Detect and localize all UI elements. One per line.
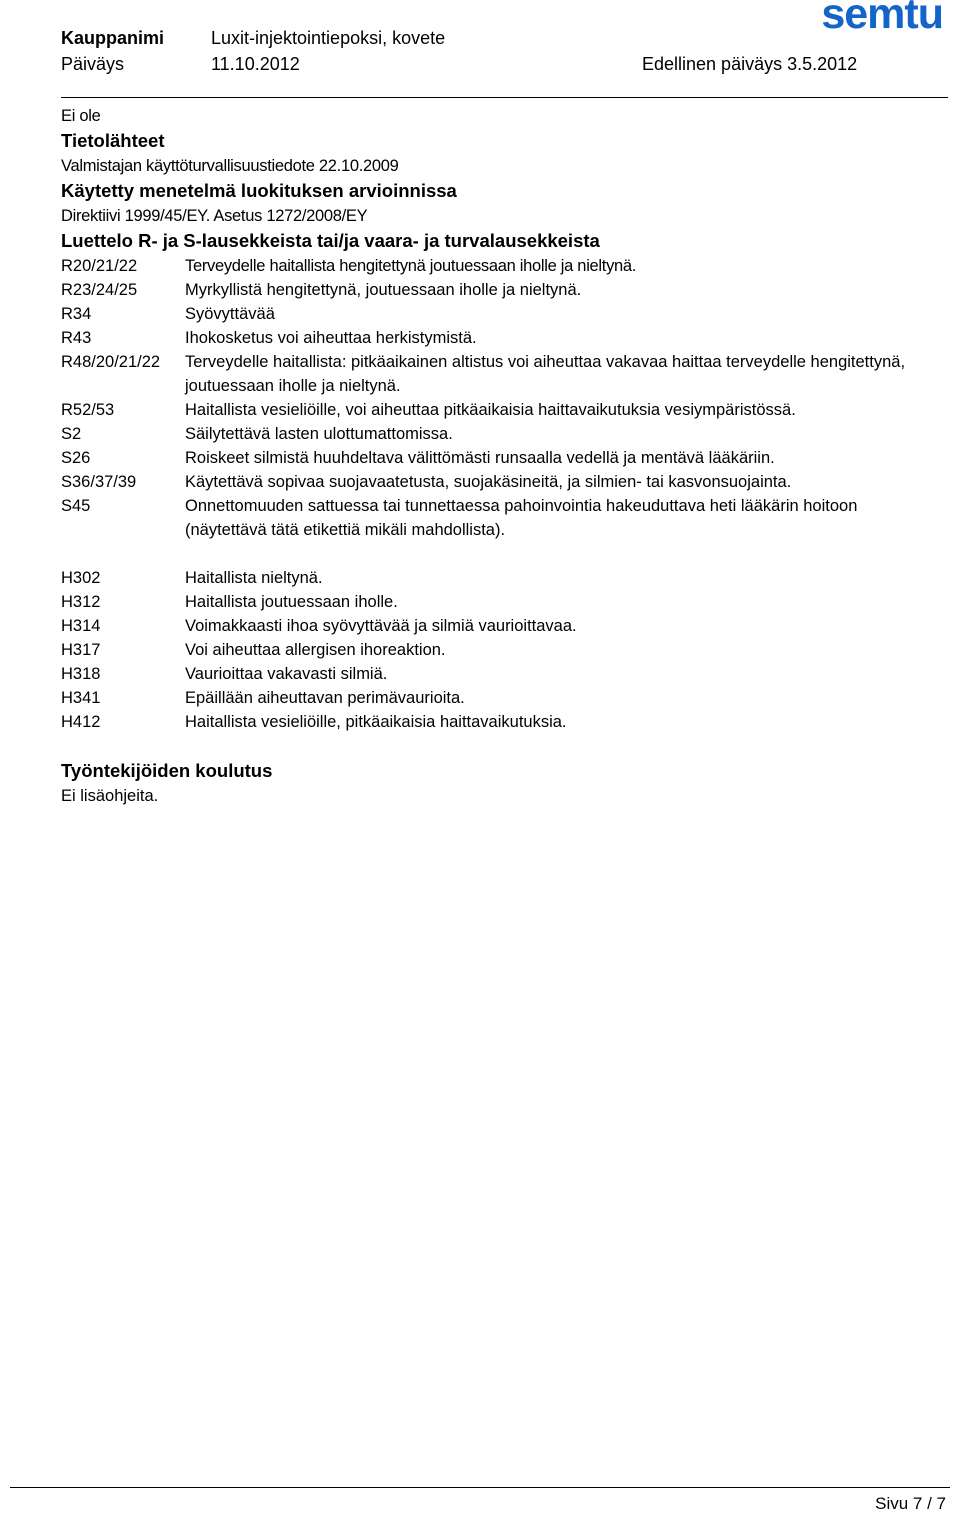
phrase-code: H341 [61, 689, 101, 707]
phrase-code: R23/24/25 [61, 281, 138, 299]
previous-date: Edellinen päiväys 3.5.2012 [642, 54, 858, 74]
top-text: Ei ole [61, 107, 101, 125]
phrase-code: S45 [61, 497, 91, 515]
phrase-row [61, 302, 941, 326]
spacer [61, 542, 941, 566]
phrase-text: Käytettävä sopivaa suojavaatetusta, suojakäsineitä, ja silmien- tai kasvonsuojainta. [185, 473, 792, 491]
date-label: Päiväys [61, 54, 125, 74]
phrase-code: S36/37/39 [61, 473, 137, 491]
phrase-code: R43 [61, 329, 92, 347]
phrase-code: H312 [61, 593, 101, 611]
date-value: 11.10.2012 [211, 54, 300, 74]
phrase-code: R20/21/22 [61, 257, 138, 275]
phrase-text: Voi aiheuttaa allergisen ihoreaktion. [185, 641, 446, 659]
phrase-row [61, 326, 941, 350]
training-heading: Työntekijöiden koulutus [61, 760, 273, 781]
h-phrase-list [61, 566, 941, 734]
phrase-row [61, 686, 941, 710]
method-heading: Käytetty menetelmä luokituksen arvioinnissa [61, 180, 457, 201]
phrase-code: H412 [61, 713, 101, 731]
semtu-logo: semtu [821, 0, 943, 38]
phrase-row [61, 470, 941, 494]
phrase-text: Voimakkaasti ihoa syövyttävää ja silmiä vaurioittavaa. [185, 617, 577, 635]
page-number: Sivu 7 / 7 [875, 1494, 946, 1513]
phrase-row [61, 590, 941, 614]
phrase-row [61, 350, 941, 398]
training-text: Ei lisäohjeita. [61, 787, 159, 805]
phrase-text: Terveydelle haitallista hengitettynä joutuessaan iholle ja nieltynä. [185, 257, 637, 275]
phrase-row [61, 254, 941, 278]
phrase-text: Haitallista vesieliöille, voi aiheuttaa pitkäaikaisia haittavaikutuksia vesiympäristössä. [185, 401, 796, 419]
method-text: Direktiivi 1999/45/EY. Asetus 1272/2008/EY [61, 207, 368, 225]
phrase-row [61, 422, 941, 446]
phrase-code: H302 [61, 569, 101, 587]
document-header [61, 0, 951, 78]
phrase-code: R34 [61, 305, 92, 323]
phrase-code: R52/53 [61, 401, 115, 419]
phrase-row [61, 446, 941, 470]
phrase-text: Epäillään aiheuttavan perimävaurioita. [185, 689, 465, 707]
phrase-row [61, 566, 941, 590]
phrase-text: Ihokosketus voi aiheuttaa herkistymistä. [185, 329, 477, 347]
trade-name-label: Kauppanimi [61, 28, 165, 48]
phrase-text: Syövyttävää [185, 305, 275, 323]
phrase-row [61, 494, 941, 542]
phrase-code: H314 [61, 617, 101, 635]
rs-phrase-list [61, 254, 941, 542]
footer-divider [10, 1487, 950, 1488]
phrase-code: S2 [61, 425, 82, 443]
phrase-row [61, 398, 941, 422]
phrase-text: Haitallista nieltynä. [185, 569, 323, 587]
phrase-code: H318 [61, 665, 101, 683]
sources-heading: Tietolähteet [61, 130, 165, 151]
phrase-text: Vaurioittaa vakavasti silmiä. [185, 665, 388, 683]
phrase-text: Terveydelle haitallista: pitkäaikainen altistus voi aiheuttaa vakavaa haittaa terveydelle hengitettynä, joutuessaan iholle ja nieltynä. [185, 353, 906, 395]
phrase-text: Roiskeet silmistä huuhdeltava välittömästi runsaalla vedellä ja mentävä lääkäriin. [185, 449, 775, 467]
phrase-text: Haitallista joutuessaan iholle. [185, 593, 398, 611]
phrase-text: Onnettomuuden sattuessa tai tunnettaessa pahoinvointia hakeuduttava heti lääkärin hoitoon (näytettävä tätä etikettiä mikäli mahdollista). [185, 497, 858, 539]
phrase-text: Haitallista vesieliöille, pitkäaikaisia haittavaikutuksia. [185, 713, 567, 731]
spacer [61, 734, 941, 758]
trade-name-row [61, 0, 951, 52]
phrase-text: Säilytettävä lasten ulottumattomissa. [185, 425, 453, 443]
phrase-text: Myrkyllistä hengitettynä, joutuessaan iholle ja nieltynä. [185, 281, 582, 299]
phrase-row [61, 614, 941, 638]
date-row [61, 52, 951, 78]
phrase-code: H317 [61, 641, 101, 659]
phrase-row [61, 710, 941, 734]
trade-name-value: Luxit-injektointiepoksi, kovete [211, 28, 446, 48]
phrase-row [61, 638, 941, 662]
phrase-code: R48/20/21/22 [61, 353, 161, 371]
phrase-code: S26 [61, 449, 91, 467]
document-body [61, 104, 941, 808]
phrases-heading: Luettelo R- ja S-lausekkeista tai/ja vaara- ja turvalausekkeista [61, 230, 600, 251]
phrase-row [61, 662, 941, 686]
sources-text: Valmistajan käyttöturvallisuustiedote 22.10.2009 [61, 157, 399, 175]
header-divider [61, 97, 948, 98]
phrase-row [61, 278, 941, 302]
